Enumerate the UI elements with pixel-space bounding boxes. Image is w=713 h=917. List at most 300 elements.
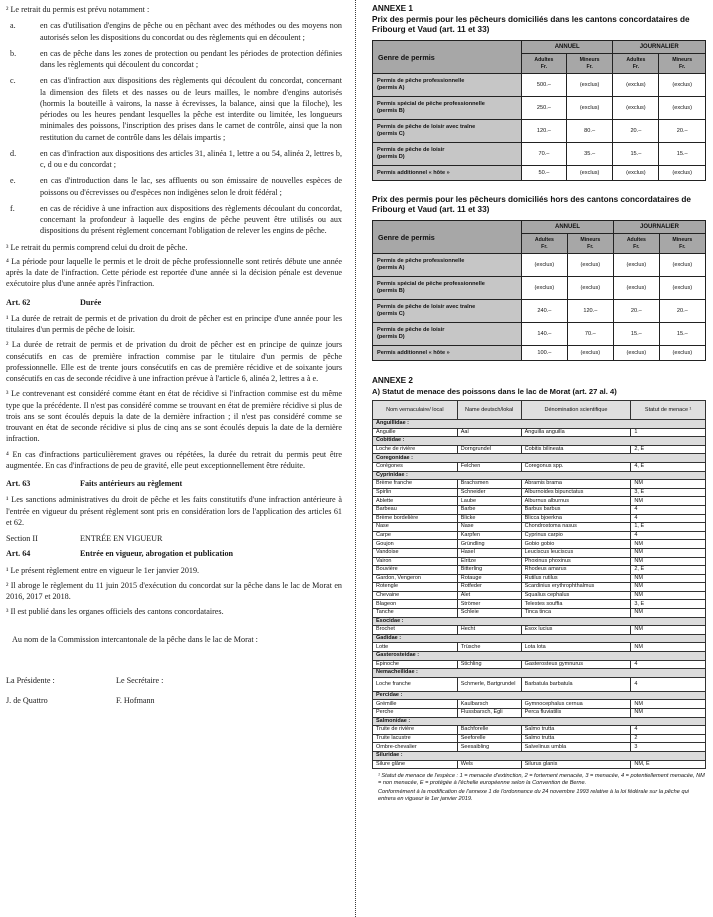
article-title: Entrée en vigueur, abrogation et publication bbox=[80, 549, 234, 559]
mineurs-header: Mineurs Fr. bbox=[659, 54, 706, 74]
price-cell: 20.– bbox=[659, 120, 706, 143]
table-row bbox=[373, 726, 706, 735]
scientific-name: Leuciscus leuciscus bbox=[521, 548, 631, 557]
president-name: J. de Quattro bbox=[6, 695, 48, 705]
president-label: La Présidente : bbox=[6, 675, 55, 685]
section-number: Section II bbox=[6, 534, 38, 543]
price-cell: 35.– bbox=[566, 143, 613, 166]
vernacular-name: Vandoise bbox=[373, 548, 458, 557]
price-cell: (exclus) bbox=[613, 166, 659, 181]
german-name: Gründling bbox=[457, 540, 521, 549]
german-name: Alet bbox=[457, 591, 521, 600]
vernacular-name: Barbeau bbox=[373, 505, 458, 514]
german-name: Wels bbox=[457, 760, 521, 769]
family-row bbox=[373, 634, 706, 643]
regulation-text bbox=[6, 4, 342, 725]
german-name: Seesaibling bbox=[457, 743, 521, 752]
price-cell: 120.– bbox=[522, 120, 567, 143]
scientific-name: Salmo trutta bbox=[521, 734, 631, 743]
price-cell: 100.– bbox=[522, 346, 568, 361]
fish-threat-status-table bbox=[372, 400, 706, 769]
adultes-header: Adultes Fr. bbox=[613, 234, 659, 254]
art62-paragraph-3: ³ Le contrevenant est considéré comme étant en état de récidive si l'infraction commise est du même type que la précédente. Il n'est pas considéré comme se trouvant en état de première récidive si plus de trois ans se sont écoulés depuis la date de la dernière infraction ; il n'est pas considéré comme se trouvant en état de seconde récidive si plus de cinq ans se sont écoulés depuis la date de la dernière infraction. bbox=[6, 389, 342, 444]
threat-status: NM bbox=[631, 700, 706, 709]
table-row bbox=[373, 488, 706, 497]
family-name: Siluridae : bbox=[373, 751, 706, 760]
scientific-name: Gobio gobio bbox=[521, 540, 631, 549]
art62-paragraph-1: ¹ La durée de retrait de permis et de privation du droit de pêcher est en principe d'une année pour les titulaires d'un permis de pêche de loisir. bbox=[6, 313, 342, 334]
vernacular-name: Loche de rivière bbox=[373, 445, 458, 454]
family-row bbox=[373, 691, 706, 700]
table-row bbox=[373, 505, 706, 514]
threat-status: 2 bbox=[631, 734, 706, 743]
paragraph-2: ² Le retrait du permis est prévu notamment : bbox=[6, 5, 150, 14]
family-row bbox=[373, 454, 706, 463]
article-62-heading bbox=[6, 297, 342, 308]
col-header-status: Statut de menace ¹ bbox=[631, 401, 706, 420]
table-row bbox=[373, 428, 706, 437]
price-cell: (exclus) bbox=[613, 346, 659, 361]
threat-status: NM bbox=[631, 591, 706, 600]
table-row bbox=[373, 660, 706, 669]
table-row bbox=[373, 277, 706, 300]
art62-paragraph-4: ⁴ En cas d'infractions particulièrement graves ou répétées, la durée du retrait du permis peut être augmentée. En cas d'infractions de peu de gravité, elle peut exceptionnellement être réduite. bbox=[6, 449, 342, 470]
family-row bbox=[373, 717, 706, 726]
footnote-ordinance: Conformément à la modification de l'annexe 1 de l'ordonnance du 24 novembre 1993 relative à la loi fédérale sur la pêche qui entrera en vigueur le 1er janvier 2019. bbox=[378, 789, 689, 802]
footnote-status: ¹ Statut de menace de l'espèce : 1 = menacée d'extinction, 2 = fortement menacée, 3 = menacée, 4 = potentiellement menacée, NM = non menacée, E = protégée à l'échelle européenne selon la Convention de Berne. bbox=[378, 773, 705, 786]
paragraph-3: ³ Le retrait du permis comprend celui du droit de pêche. bbox=[6, 242, 188, 252]
list-item bbox=[6, 20, 342, 43]
table-row bbox=[373, 300, 706, 323]
permit-name: Permis de pêche professionnelle (permis A) bbox=[373, 74, 522, 97]
item-label: a. bbox=[10, 21, 16, 31]
threat-status: NM bbox=[631, 643, 706, 652]
table-row bbox=[373, 74, 706, 97]
art63-paragraph-1: ¹ Les sanctions administratives du droit de pêche et les faits constitutifs d'une infraction antérieure à l'entrée en vigueur du présent règlement sont pris en considération lors de l'application des articles 61 et 62. bbox=[6, 495, 342, 527]
threat-status: 4 bbox=[631, 677, 706, 691]
family-row bbox=[373, 437, 706, 446]
price-cell: (exclus) bbox=[567, 254, 613, 277]
price-cell: 70.– bbox=[522, 143, 567, 166]
table-row bbox=[373, 497, 706, 506]
threat-status: 4 bbox=[631, 514, 706, 523]
scientific-name: Squalius cephalus bbox=[521, 591, 631, 600]
price-cell: (exclus) bbox=[613, 277, 659, 300]
price-cell: 20.– bbox=[613, 300, 659, 323]
threat-status: 3, E bbox=[631, 488, 706, 497]
german-name: Dorngrundel bbox=[457, 445, 521, 454]
item-text: en cas d'infraction aux dispositions des articles 31, alinéa 1, lettre a ou 54, alinéa 2, lettres b, c, d ou e du concordat ; bbox=[40, 148, 342, 169]
table-1-title: Prix des permis pour les pêcheurs domiciliés dans les cantons concordataires de Fribourg et Vaud (art. 11 et 33) bbox=[372, 15, 690, 34]
family-name: Salmonidae : bbox=[373, 717, 706, 726]
table-row bbox=[373, 514, 706, 523]
permit-price-table-non-residents bbox=[372, 220, 706, 361]
price-cell: (exclus) bbox=[567, 277, 613, 300]
section-title: ENTRÉE EN VIGUEUR bbox=[80, 534, 163, 543]
scientific-name: Rutilus rutilus bbox=[521, 574, 631, 583]
price-cell: 15.– bbox=[613, 323, 659, 346]
threat-status: NM bbox=[631, 609, 706, 618]
price-cell: 140.– bbox=[522, 323, 568, 346]
table-row bbox=[373, 548, 706, 557]
vernacular-name: Chevaine bbox=[373, 591, 458, 600]
table-row bbox=[373, 531, 706, 540]
annexe-2-heading: ANNEXE 2 bbox=[372, 376, 413, 385]
german-name: Hasel bbox=[457, 548, 521, 557]
vernacular-name: Vairon bbox=[373, 557, 458, 566]
price-cell: (exclus) bbox=[659, 97, 706, 120]
vernacular-name: Silure glâne bbox=[373, 760, 458, 769]
vernacular-name: Ombre-chevalier bbox=[373, 743, 458, 752]
family-name: Nemacheilidae : bbox=[373, 669, 706, 678]
threat-status: 1 bbox=[631, 428, 706, 437]
table-row bbox=[373, 166, 706, 181]
table-row bbox=[373, 254, 706, 277]
german-name: Felchen bbox=[457, 462, 521, 471]
threat-status: 4, E bbox=[631, 462, 706, 471]
genre-header: Genre de permis bbox=[373, 41, 522, 74]
price-cell: (exclus) bbox=[659, 254, 705, 277]
permit-name: Permis spécial de pêche professionnelle (permis B) bbox=[373, 277, 522, 300]
table-2-title: Prix des permis pour les pêcheurs domiciliés hors des cantons concordataires de Fribourg et Vaud (art. 11 et 33) bbox=[372, 195, 691, 214]
article-64-heading bbox=[6, 548, 342, 559]
vernacular-name: Gardon, Vengeron bbox=[373, 574, 458, 583]
journalier-header: JOURNALIER bbox=[613, 41, 706, 54]
price-cell: 20.– bbox=[613, 120, 659, 143]
german-name: Flussbarsch, Egli bbox=[457, 709, 521, 718]
table-row bbox=[373, 609, 706, 618]
family-name: Cyprinidae : bbox=[373, 471, 706, 480]
scientific-name: Phoxinus phoxinus bbox=[521, 557, 631, 566]
threat-status: 2, E bbox=[631, 445, 706, 454]
threat-status: NM bbox=[631, 480, 706, 489]
genre-header: Genre de permis bbox=[373, 221, 522, 254]
art64-paragraph-3: ³ Il est publié dans les organes officiels des cantons concordataires. bbox=[6, 607, 224, 617]
permit-name: Permis de pêche de loisir (permis D) bbox=[373, 323, 522, 346]
german-name: Strömer bbox=[457, 600, 521, 609]
table-row bbox=[373, 643, 706, 652]
item-label: b. bbox=[10, 48, 17, 58]
german-name: Karpfen bbox=[457, 531, 521, 540]
vernacular-name: Brochet bbox=[373, 626, 458, 635]
family-row bbox=[373, 669, 706, 678]
art62-paragraph-2: ² La durée de retrait de permis et de privation du droit de pêcher est en principe de quinze jours consécutifs en cas de première infraction commise par le titulaire d'un permis de pêche professionnelle. Elle est de trente jours consécutifs en cas de première récidive et de soixante jours consécutifs en cas de seconde récidive à une infraction prévue à l'article 6, alinéa 2, lettres a à e. bbox=[6, 340, 342, 383]
scientific-name: Salmo trutta bbox=[521, 726, 631, 735]
table-row bbox=[373, 760, 706, 769]
price-cell: (exclus) bbox=[613, 254, 659, 277]
item-list bbox=[6, 20, 342, 236]
permit-price-table-residents bbox=[372, 40, 706, 181]
german-name: Aal bbox=[457, 428, 521, 437]
threat-status: NM bbox=[631, 583, 706, 592]
table-row bbox=[373, 600, 706, 609]
scientific-name: Coregonus spp. bbox=[521, 462, 631, 471]
price-cell: 20.– bbox=[659, 300, 705, 323]
threat-status: 4 bbox=[631, 505, 706, 514]
german-name: Seeforelle bbox=[457, 734, 521, 743]
scientific-name: Lota lota bbox=[521, 643, 631, 652]
vernacular-name: Truite de rivière bbox=[373, 726, 458, 735]
permit-name: Permis de pêche professionnelle (permis A) bbox=[373, 254, 522, 277]
vernacular-name: Ablette bbox=[373, 497, 458, 506]
family-name: Coregonidae : bbox=[373, 454, 706, 463]
scientific-name: Rhodeus amarus bbox=[521, 566, 631, 575]
vernacular-name: Anguille bbox=[373, 428, 458, 437]
threat-status: NM bbox=[631, 557, 706, 566]
price-cell: (exclus) bbox=[566, 74, 613, 97]
price-cell: (exclus) bbox=[659, 277, 705, 300]
family-name: Gasterosteidae : bbox=[373, 652, 706, 661]
annuel-header: ANNUEL bbox=[522, 41, 613, 54]
scientific-name: Abramis brama bbox=[521, 480, 631, 489]
scientific-name: Cobitis bilineata bbox=[521, 445, 631, 454]
scientific-name: Blicca bjoerkna bbox=[521, 514, 631, 523]
price-cell: 250.– bbox=[522, 97, 567, 120]
scientific-name: Telestes souffia bbox=[521, 600, 631, 609]
closing-formula: Au nom de la Commission intercantonale de la pêche dans le lac de Morat : bbox=[12, 634, 258, 644]
price-cell: 500.– bbox=[522, 74, 567, 97]
vernacular-name: Brème franche bbox=[373, 480, 458, 489]
german-name: Schleie bbox=[457, 609, 521, 618]
mineurs-header: Mineurs Fr. bbox=[567, 234, 613, 254]
list-item bbox=[6, 148, 342, 171]
german-name: Schmerle, Bartgrundel bbox=[457, 677, 521, 691]
scientific-name: Perca fluviatilis bbox=[521, 709, 631, 718]
family-row bbox=[373, 751, 706, 760]
vernacular-name: Corégones bbox=[373, 462, 458, 471]
vernacular-name: Lotte bbox=[373, 643, 458, 652]
item-label: f. bbox=[10, 203, 15, 213]
item-text: en cas de pêche dans les zones de protection ou pendant les périodes de protection définies dans les règlements qui découlent du concordat ; bbox=[40, 48, 342, 69]
table-row bbox=[373, 709, 706, 718]
table-row bbox=[373, 743, 706, 752]
price-cell: 15.– bbox=[659, 323, 705, 346]
price-cell: (exclus) bbox=[522, 254, 568, 277]
scientific-name: Salvelinus umbla bbox=[521, 743, 631, 752]
scientific-name: Barbatula barbatula bbox=[521, 677, 631, 691]
family-name: Gadidae : bbox=[373, 634, 706, 643]
price-cell: 15.– bbox=[613, 143, 659, 166]
mineurs-header: Mineurs Fr. bbox=[659, 234, 705, 254]
family-name: Cobitidae : bbox=[373, 437, 706, 446]
german-name: Brachsmen bbox=[457, 480, 521, 489]
scientific-name: Gasterosteus gymnurus bbox=[521, 660, 631, 669]
threat-status: 3 bbox=[631, 743, 706, 752]
vernacular-name: Rotengle bbox=[373, 583, 458, 592]
article-number: Art. 62 bbox=[6, 297, 31, 307]
table-row bbox=[373, 557, 706, 566]
price-cell: (exclus) bbox=[613, 74, 659, 97]
threat-status: 4 bbox=[631, 660, 706, 669]
table-row bbox=[373, 323, 706, 346]
table-row bbox=[373, 462, 706, 471]
scientific-name: Scardinius erythrophthalmus bbox=[521, 583, 631, 592]
german-name: Elritze bbox=[457, 557, 521, 566]
table-row bbox=[373, 583, 706, 592]
threat-status: 1, E bbox=[631, 523, 706, 532]
item-text: en cas d'introduction dans le lac, ses affluents ou son émissaire de nouvelles espèces de poissons ou d'écrevisses ou d'espèces non indigènes selon le droit fédéral ; bbox=[40, 176, 342, 197]
table-row bbox=[373, 120, 706, 143]
journalier-header: JOURNALIER bbox=[613, 221, 705, 234]
threat-status: NM bbox=[631, 497, 706, 506]
annexe-2-subtitle: A) Statut de menace des poissons dans le lac de Morat (art. 27 al. 4) bbox=[372, 387, 617, 396]
threat-status: 2, E bbox=[631, 566, 706, 575]
list-item bbox=[6, 203, 342, 237]
art64-paragraph-1: ¹ Le présent règlement entre en vigueur le 1er janvier 2019. bbox=[6, 565, 200, 575]
german-name: Bachforelle bbox=[457, 726, 521, 735]
price-cell: 50.– bbox=[522, 166, 567, 181]
table-row bbox=[373, 566, 706, 575]
german-name: Trüsche bbox=[457, 643, 521, 652]
secretary-label: Le Secrétaire : bbox=[116, 675, 164, 685]
annexes bbox=[372, 4, 708, 803]
table-row bbox=[373, 574, 706, 583]
table-row bbox=[373, 626, 706, 635]
family-row bbox=[373, 420, 706, 429]
item-text: en cas de récidive à une infraction aux dispositions des règlements découlant du concordat, concernant la profondeur à laquelle des engins de pêche peuvent être utilisés ou aux dispositions du présent règlement concernant l'obligation de relever les engins de pêche. bbox=[40, 203, 342, 236]
german-name: Rotfeder bbox=[457, 583, 521, 592]
family-row bbox=[373, 617, 706, 626]
table-row bbox=[373, 143, 706, 166]
price-cell: (exclus) bbox=[522, 277, 568, 300]
threat-status: NM bbox=[631, 709, 706, 718]
scientific-name: Barbus barbus bbox=[521, 505, 631, 514]
scientific-name: Alburnus alburnus bbox=[521, 497, 631, 506]
threat-status: 4 bbox=[631, 726, 706, 735]
adultes-header: Adultes Fr. bbox=[613, 54, 659, 74]
table-row bbox=[373, 540, 706, 549]
threat-status: 4 bbox=[631, 531, 706, 540]
german-name: Blicke bbox=[457, 514, 521, 523]
scientific-name: Alburnoides bipunctatus bbox=[521, 488, 631, 497]
permit-name: Permis de pêche de loisir (permis D) bbox=[373, 143, 522, 166]
family-name: Esocidae : bbox=[373, 617, 706, 626]
vernacular-name: Goujon bbox=[373, 540, 458, 549]
table-row bbox=[373, 97, 706, 120]
adultes-header: Adultes Fr. bbox=[522, 54, 567, 74]
item-label: d. bbox=[10, 148, 17, 158]
list-item bbox=[6, 175, 342, 198]
table-row bbox=[373, 346, 706, 361]
price-cell: (exclus) bbox=[566, 97, 613, 120]
art64-paragraph-2: ² Il abroge le règlement du 11 juin 2015 d'exécution du concordat sur la pêche dans le lac de Morat en 2016, 2017 et 2018. bbox=[6, 580, 342, 601]
price-cell: 240.– bbox=[522, 300, 568, 323]
vernacular-name: Bouvière bbox=[373, 566, 458, 575]
permit-name: Permis de pêche de loisir avec traîne (permis C) bbox=[373, 120, 522, 143]
item-text: en cas d'utilisation d'engins de pêche ou en pêchant avec des méthodes ou des moyens non autorisés selon les dispositions du concordat ou des règlements qui en découlent ; bbox=[40, 21, 342, 42]
article-title: Durée bbox=[80, 297, 102, 307]
table-row bbox=[373, 480, 706, 489]
vernacular-name: Tanche bbox=[373, 609, 458, 618]
table-row bbox=[373, 591, 706, 600]
german-name: Stichling bbox=[457, 660, 521, 669]
table-row bbox=[373, 700, 706, 709]
german-name: Bitterling bbox=[457, 566, 521, 575]
section-heading bbox=[6, 533, 342, 544]
article-number: Art. 64 bbox=[6, 549, 31, 559]
list-item bbox=[6, 75, 342, 143]
family-row bbox=[373, 652, 706, 661]
threat-status: 3, E bbox=[631, 600, 706, 609]
mineurs-header: Mineurs Fr. bbox=[566, 54, 613, 74]
family-row bbox=[373, 471, 706, 480]
article-title: Faits antérieurs au règlement bbox=[80, 479, 183, 488]
article-number: Art. 63 bbox=[6, 479, 31, 488]
price-cell: (exclus) bbox=[659, 74, 706, 97]
price-cell: 15.– bbox=[659, 143, 706, 166]
col-header-vernacular: Nom vernaculaire/ local bbox=[373, 401, 458, 420]
table-row bbox=[373, 677, 706, 691]
table-row bbox=[373, 734, 706, 743]
vernacular-name: Truite lacustre bbox=[373, 734, 458, 743]
threat-status: NM bbox=[631, 626, 706, 635]
secretary-name: F. Hofmann bbox=[116, 695, 155, 705]
price-cell: (exclus) bbox=[566, 166, 613, 181]
scientific-name: Esox lucius bbox=[521, 626, 631, 635]
permit-name: Permis additionnel « hôte » bbox=[373, 166, 522, 181]
annexe-1-heading: ANNEXE 1 bbox=[372, 4, 413, 13]
article-63-heading bbox=[6, 478, 342, 489]
scientific-name: Tinca tinca bbox=[521, 609, 631, 618]
permit-name: Permis de pêche de loisir avec traîne (permis C) bbox=[373, 300, 522, 323]
list-item bbox=[6, 48, 342, 71]
price-cell: 120.– bbox=[567, 300, 613, 323]
threat-status: NM bbox=[631, 548, 706, 557]
german-name: Kaulbarsch bbox=[457, 700, 521, 709]
price-cell: (exclus) bbox=[567, 346, 613, 361]
item-label: e. bbox=[10, 176, 16, 186]
price-cell: (exclus) bbox=[659, 346, 705, 361]
item-text: en cas d'infraction aux dispositions des règlements qui découlent du concordat, concernant la dimension des filets et des nasses ou de leurs mailles, le nombre d'engins autorisés (hormis la bouteille à vairons, la nasse à écrevisses, la balance, ainsi que la filoche), les périodes ou les heures pendant lesquelles la pêche est interdite ou limitée, les longueurs minimales des poissons, l'inscription des prises dans le carnet de contrôle, ainsi que la non restitution du carnet de contrôle dans les délais impartis ; bbox=[40, 76, 342, 142]
price-cell: 70.– bbox=[567, 323, 613, 346]
german-name: Laube bbox=[457, 497, 521, 506]
vernacular-name: Carpe bbox=[373, 531, 458, 540]
scientific-name: Cyprinus carpio bbox=[521, 531, 631, 540]
scientific-name: Chondrostoma nasus bbox=[521, 523, 631, 532]
scientific-name: Anguilla anguilla bbox=[521, 428, 631, 437]
vernacular-name: Nase bbox=[373, 523, 458, 532]
vernacular-name: Brème bordelière bbox=[373, 514, 458, 523]
table-row bbox=[373, 523, 706, 532]
family-name: Anguillidae : bbox=[373, 420, 706, 429]
item-label: c. bbox=[10, 76, 16, 86]
price-cell: (exclus) bbox=[613, 97, 659, 120]
threat-status: NM bbox=[631, 540, 706, 549]
price-cell: (exclus) bbox=[659, 166, 706, 181]
family-name: Percidae : bbox=[373, 691, 706, 700]
table-row bbox=[373, 445, 706, 454]
col-header-scientific: Dénomination scientifique bbox=[521, 401, 631, 420]
scientific-name: Silurus glanis bbox=[521, 760, 631, 769]
german-name: Barbe bbox=[457, 505, 521, 514]
paragraph-4: ⁴ La période pour laquelle le permis et le droit de pêche professionnelle sont retirés débute une année après la date de l'infraction. Cette période est reportée d'une année si la décision pénale est devenue exécutoire plus d'une année après l'infraction. bbox=[6, 256, 342, 289]
german-name: Hecht bbox=[457, 626, 521, 635]
signature-block bbox=[6, 665, 342, 725]
col-header-german: Name deutsch/lokal bbox=[457, 401, 521, 420]
annuel-header: ANNUEL bbox=[522, 221, 614, 234]
vernacular-name: Blageon bbox=[373, 600, 458, 609]
scientific-name: Gymnocephalus cernua bbox=[521, 700, 631, 709]
german-name: Rotauge bbox=[457, 574, 521, 583]
vernacular-name: Perche bbox=[373, 709, 458, 718]
permit-name: Permis additionnel « hôte » bbox=[373, 346, 522, 361]
vernacular-name: Loche franche bbox=[373, 677, 458, 691]
vernacular-name: Grémille bbox=[373, 700, 458, 709]
column-divider bbox=[355, 0, 356, 917]
vernacular-name: Epinoche bbox=[373, 660, 458, 669]
german-name: Schneider bbox=[457, 488, 521, 497]
german-name: Nase bbox=[457, 523, 521, 532]
